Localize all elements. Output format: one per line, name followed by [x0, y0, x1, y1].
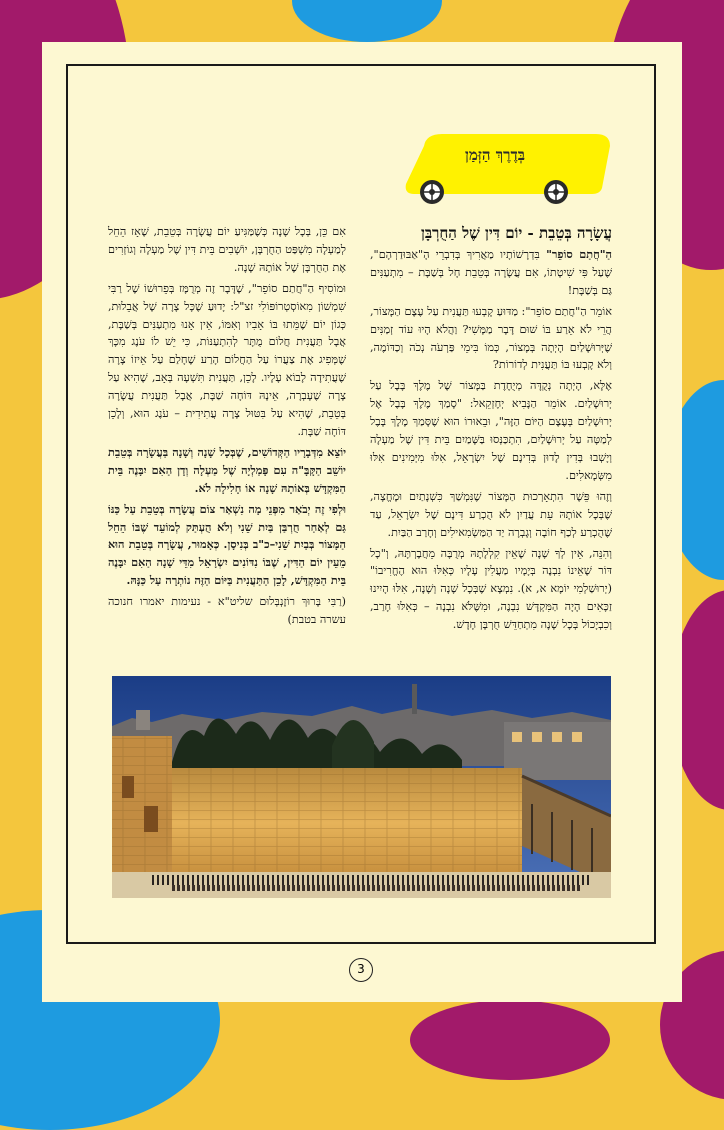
paragraph-bold-lead: הַ"חֲתַם סוֹפֵר" — [546, 247, 612, 261]
western-wall-photo — [112, 676, 611, 898]
source-citation: (רַבִּי בָּרוּךְ רוֹזֶנְבְּלוּם שליט"א - נעימות יאמרו חנוכה עשרה בטבת) — [108, 595, 346, 627]
paragraph — [370, 488, 612, 542]
paragraph-text: וְזֶהוּ פֵּשֶׁר הִתְאָרְכוּת הַמָּצוֹר שֶׁנִּמְשַׁךְ כִּשְׁנָתַיִם וּמֶחֱצָה, שֶׁבְּכָל אוֹתָהּ עֵת עֲדַיִן לֹא הֻכְרַע דִּינָם שֶׁל יִשְׂרָאֵל, עַד שֶׁהֻכְרַע לְכַף חוֹבָה וְגָבְרָה יַד הַמַּשְׂמִאילִים וְחָרַב הַבַּיִת. — [370, 489, 612, 539]
paragraph: אִם כֵּן, בְּכָל שָׁנָה כְּשֶׁמַּגִּיעַ יוֹם עֲשָׂרָה בְּטֵבֵת, שֶׁאָז הֵחֵל לְמַעְלָה מִשְׁפַּט הַחֻרְבָּן, יוֹשְׁבִים בֵּית דִּין שֶׁל מַעְלָה וְגוֹזְרִים אֶת הַחֻרְבָּן שֶׁל אוֹתָהּ שָׁנָה. — [108, 225, 346, 274]
article-title: עֲשָׂרָה בְּטֵבֵת - יוֹם דִּין שֶׁל הַחֻרְבָּן — [421, 224, 612, 242]
paragraph: וּמוֹסִיף הַ"חֲתַם סוֹפֵר", שֶׁדָּבָר זֶה מְרֻמָּז בְּפֵרוּשׁוֹ שֶׁל רַבִּי שִׁמְשׁוֹן מִאוֹסְטְרוֹפּוֹלִי זצ"ל: יָדוּעַ שֶׁכָּל צָרָה שֶׁל אֲבֵלוּת, כְּגוֹן יוֹם שֶׁמֵּתוּ בּוֹ אָבִיו וְאִמּוֹ, אֵין אָנוּ מִתְעַנִּים בְּשַׁבָּת, אֲבָל תַּעֲנִית חֲלוֹם מֻתָּר לְהִתְעַנּוֹת, כִּי יֵשׁ לוֹ עֹנֶג מִכָּךְ שֶׁמְּפִיג אֶת צַעֲרוֹ עַל הַחֲלוֹם הָרַע שֶׁחָלַם עַל אֵיזוֹ צָרָה שֶׁעֲתִידָה לָבוֹא עָלָיו. לָכֵן, תַּעֲנִית תִּשְׁעָה בְּאָב, שֶׁהִיא עַל צָרָה שֶׁעָבְרָה, אֵינָהּ דּוֹחָה שַׁבָּת, אֲבָל תַּעֲנִית עֲשָׂרָה בְּטֵבֵת, שֶׁהִיא עַל בִּטּוּל צָרָה עֲתִידִית – עֹנֶג הוּא, וְלָכֵן דּוֹחָה שַׁבָּת. — [108, 281, 346, 438]
paragraph-text: אוֹמֵר הַ"חֲתַם סוֹפֵר": מַדּוּעַ קָבְעוּ תַּעֲנִית עַל עֶצֶם הַמָּצוֹר, הֲרֵי לֹא אֵרַע בּוֹ שׁוּם דָּבָר מַמָּשִׁי? וַהֲלֹא הָיוּ עוֹד זְמַנִּים שֶׁיְּרוּשָׁלַיִם הָיְתָה בְּמָצוֹר, כְּמוֹ בִּימֵי פַּרְעֹה נְכֹה וְכַדּוֹמֶה, וְלֹא קָבְעוּ בּוֹ תַּעֲנִית לְדוֹרוֹת? — [370, 304, 612, 372]
paragraph-text: בִּדְרָשׁוֹתָיו מַאֲרִיךְ בְּדִבְרֵי הָ"אַבּוּדַרְהָם", שֶׁעַל פִּי שִׁיטָתוֹ, אִם עֲשָׂרָה בְּטֵבֵת חָל בְּשַׁבָּת – מִתְעַנִּים גַּם בְּשַׁבָּת! — [370, 248, 612, 297]
paragraph — [370, 246, 612, 300]
paragraph — [370, 545, 612, 635]
western-wall-image — [112, 676, 611, 898]
magenta-blob-bottom-center — [410, 1000, 610, 1080]
paragraph-text: אֶלָּא, הָיְתָה נְקֻדָּה מְיֻחֶדֶת בַּמָּצוֹר שֶׁל מֶלֶךְ בָּבֶל עַל יְרוּשָׁלַיִם. אוֹמֵר הַנָּבִיא יְחֶזְקֵאל: "סָמַךְ מֶלֶךְ בָּבֶל אֶל יְרוּשָׁלַיִם בְּעֶצֶם הַיּוֹם הַזֶּה", וּבֵאוּרוֹ הוּא שֶׁסָּמַךְ מֶלֶךְ בָּבֶל לְמַטָּה עַל יְרוּשָׁלַיִם, הִתְכַּנְּסוּ בַּשָּׁמַיִם בֵּית דִּין שֶׁל מַעְלָה וְיָשְׁבוּ בְּדִין לָדוּן בְּדִינָם שֶׁל יִשְׂרָאֵל, אִלּוּ מִיְּמִינִים אִלּוּ מִשְּׂמָאלִים. — [370, 379, 612, 482]
paragraph-bold: יוֹצֵא מִדְּבָרָיו הַקְּדוֹשִׁים, שֶׁבְּכָל שָׁנָה וְשָׁנָה בַּעֲשָׂרָה בְּטֵבֵת יוֹשֵׁב הַקָּבָּ"ה עִם פָּמַלְיָה שֶׁל מַעְלָה וְדָן הַאִם יִבָּנֶה בֵּית הַמִּקְדָּשׁ בְּאוֹתָהּ שָׁנָה אוֹ חָלִילָה לֹא. — [108, 444, 346, 495]
page-number: 3 — [349, 958, 373, 982]
paragraph — [370, 303, 612, 375]
blue-blob-top-center — [292, 0, 442, 42]
section-label: בְּדֶרֶךְ הַזְּמַן — [465, 146, 525, 164]
paragraph-bold: וּלְפִי זֶה יְבֹאַר מִפְּנֵי מָה נִשְׁאַר צוֹם עֲשָׂרָה בְּטֵבֵת עַל כַּנּוֹ גַּם לְאַחַר חֻרְבַּן בַּיִת שֵׁנִי וְלֹא הֻעְתַּק לְמוֹעֵד שֶׁבּוֹ הֵחֵל הַמָּצוֹר בְּבַיִת שֵׁנִי–כ"ב בְּנִיסָן. כְּאָמוּר, עֲשָׂרָה בְּטֵבֵת הוּא מֵעֵין יוֹם הַדִּין, שֶׁבּוֹ נִדּוֹנִים יִשְׂרָאֵל מִדֵּי שָׁנָה הַאִם יִבָּנֶה בֵּית הַמִּקְדָּשׁ, לָכֵן הַתַּעֲנִית בַּיּוֹם הַזֶּה נוֹתְרָה עַל כַּנָּהּ. — [108, 501, 346, 588]
bus-header-icon — [396, 122, 626, 208]
paragraph — [370, 377, 612, 484]
article-right-column — [370, 223, 612, 637]
paragraph-text: וְהִנֵּה, אֵין לְךָ שָׁנָה שֶׁאֵין קִלְלָתָהּ מְרֻבָּה מֵחֲבֶרְתָּהּ, וְ"כָל דּוֹר שֶׁאֵינוֹ נִבְנֶה בְּיָמָיו מַעֲלִין עָלָיו כְּאִלּוּ הוּא הֶחֱרִיבוֹ" (יְרוּשַׁלְמִי יוֹמָא א, א). נִמְצָא שֶׁבְּכָל שָׁנָה וְשָׁנָה, אִלּוּ הָיִינוּ זַכָּאִים הָיָה הַמִּקְדָּשׁ נִבְנֶה, וּמִשֶּׁלֹּא נִבְנָה – כְּאִלּוּ חָרַב, וְכִבְיָכוֹל בְּכָל שָׁנָה מִתְחַדֵּשׁ חֻרְבָּן חָדָשׁ. — [370, 546, 612, 632]
article-left-column — [108, 223, 346, 632]
